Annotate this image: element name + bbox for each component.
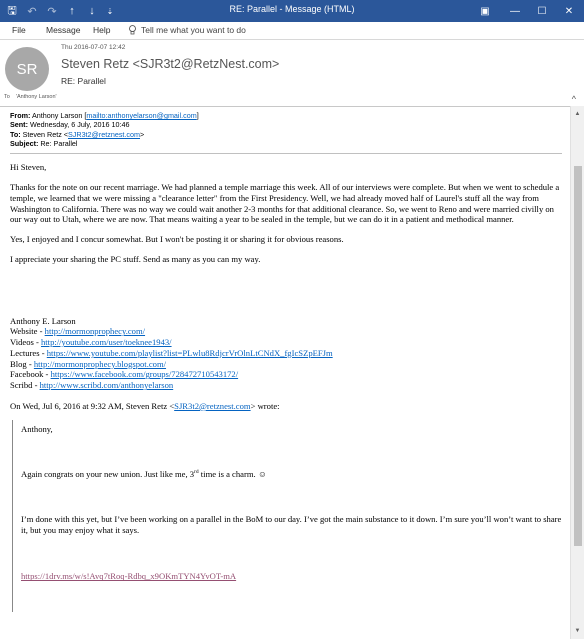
- fwd-to-label: To:: [10, 129, 21, 139]
- quote-parallel: I’m done with this yet, but I’ve been working on a parallel in the BoM to our day. I’ve got the main substance to it down. I’m sure you’ll won’t want to share it, but you may enjoy what it says.: [21, 513, 562, 535]
- tell-me-label: Tell me what you want to do: [141, 25, 246, 35]
- wrote-line: [10, 401, 562, 412]
- quote-congrats-text: Again congrats on your new union. Just like me, 3: [21, 469, 195, 480]
- signature-blog: [10, 359, 562, 370]
- sender-name[interactable]: Steven Retz <SJR3t2@RetzNest.com>: [61, 57, 280, 71]
- fwd-sent-label: Sent:: [10, 120, 28, 130]
- tab-file[interactable]: File: [12, 25, 26, 35]
- scroll-down-icon[interactable]: ▼: [574, 628, 581, 634]
- forwarded-header: [10, 111, 562, 154]
- fwd-from-label: From:: [10, 111, 31, 120]
- signature-videos: [10, 337, 562, 348]
- fwd-subject-line: [10, 139, 562, 148]
- message-body[interactable]: [0, 106, 584, 639]
- lectures-link[interactable]: https://www.youtube.com/playlist?list=PLwlu8RdjcrVrOlnLtCNdX_fgIcSZpEFJm: [46, 347, 333, 358]
- onedrive-link[interactable]: https://1drv.ms/w/s!Avq7tRoq-Rdbq_x9OKmTYN4YvOT-mA: [21, 571, 237, 582]
- down-arrow-icon[interactable]: ↓: [89, 5, 95, 17]
- fwd-to-line: [10, 130, 562, 139]
- message-subject: RE: Parallel: [61, 76, 106, 86]
- fwd-from-name: Anthony Larson [: [30, 111, 87, 120]
- signature-facebook: [10, 369, 562, 380]
- collapse-header-icon[interactable]: ^: [571, 94, 576, 104]
- blog-link[interactable]: http://mormonprophecy.blogspot.com/: [33, 358, 167, 369]
- save-icon[interactable]: 🖫: [7, 4, 17, 17]
- fwd-to-link[interactable]: SJR3t2@retznest.com: [67, 129, 140, 139]
- window-title: RE: Parallel - Message (HTML): [229, 4, 355, 14]
- fwd-from-link[interactable]: mailto:anthonyelarson@gmail.com: [86, 111, 197, 120]
- signature-scribd-label: Scribd -: [10, 379, 40, 390]
- fwd-to-name: Steven Retz <: [20, 129, 68, 139]
- quote-link-line: [21, 571, 562, 582]
- fwd-subject-value: Re: Parallel: [38, 139, 78, 149]
- avatar: SR: [5, 47, 49, 91]
- quote-congrats-sup: rd: [194, 469, 199, 476]
- customize-toolbar-icon[interactable]: ⇣: [106, 6, 114, 16]
- message-content: [10, 111, 562, 612]
- paragraph-concur: Yes, I enjoyed and I concur somewhat. But I won't be posting it or sharing it for obvious reasons.: [10, 234, 344, 245]
- quote-greeting: Anthony,: [21, 424, 53, 435]
- scrollbar-thumb[interactable]: [574, 166, 582, 546]
- fwd-subject-label: Subject:: [10, 139, 39, 149]
- tab-help[interactable]: Help: [93, 25, 111, 35]
- signature-name: Anthony E. Larson: [10, 315, 76, 326]
- vertical-scrollbar[interactable]: [570, 106, 584, 639]
- message-date: Thu 2016-07-07 12:42: [61, 44, 126, 51]
- signature-website-label: Website -: [10, 326, 45, 337]
- signature-videos-label: Videos -: [10, 337, 41, 348]
- signature-lectures: [10, 348, 562, 359]
- signature-scribd: [10, 380, 562, 391]
- website-link[interactable]: http://mormonprophecy.com/: [44, 326, 146, 337]
- signature-website: [10, 326, 562, 337]
- scribd-link[interactable]: http://www.scribd.com/anthonyelarson: [39, 379, 174, 390]
- up-arrow-icon[interactable]: ↑: [69, 5, 75, 17]
- fwd-from-line: [10, 111, 562, 120]
- fwd-sent-value: Wednesday, 6 July, 2016 10:46: [27, 120, 130, 130]
- signature-facebook-label: Facebook -: [10, 369, 51, 380]
- recipient-line: [4, 94, 57, 100]
- ribbon-display-options-icon[interactable]: ▣: [480, 5, 490, 17]
- videos-link[interactable]: http://youtube.com/user/toeknee1943/: [41, 337, 172, 348]
- tab-message[interactable]: Message: [46, 25, 81, 35]
- message-header: [0, 40, 584, 106]
- quoted-message: [12, 420, 562, 612]
- to-label: To: [4, 94, 10, 100]
- paragraph-pc-stuff: I appreciate your sharing the PC stuff. Send as many as you can my way.: [10, 253, 261, 264]
- recipient-name[interactable]: 'Anthony Larson': [15, 94, 57, 100]
- scroll-up-icon[interactable]: ▲: [574, 111, 581, 117]
- signature-blog-label: Blog -: [10, 358, 34, 369]
- wrote-email-link[interactable]: SJR3t2@retznest.com: [174, 400, 251, 411]
- title-bar: [0, 0, 584, 22]
- close-button[interactable]: ✕: [564, 5, 574, 17]
- ribbon-tabs: [0, 22, 584, 40]
- minimize-button[interactable]: —: [510, 5, 520, 17]
- maximize-button[interactable]: ☐: [537, 5, 547, 17]
- fwd-from-end: ]: [196, 111, 199, 120]
- greeting: Hi Steven,: [10, 162, 47, 173]
- signature-lectures-label: Lectures -: [10, 347, 47, 358]
- signature: [10, 316, 562, 391]
- tell-me-search[interactable]: [128, 25, 246, 35]
- fwd-sent-line: [10, 120, 562, 129]
- wrote-suffix: > wrote:: [250, 400, 280, 411]
- paragraph-marriage: Thanks for the note on our recent marriage. We had planned a temple marriage this week. All of our interviews were complete. But when we went to schedule a temple, we learned that we were missing a "clearance letter" from the First Presidency. Well, we had already moved half of Laurel's stuff all the way from Washington to California. There was no way we could wait another 2-3 months for that additional clearance. So, we went to Reno and were married civilly on our way out to Utah, where we are now. That means waiting a year to be sealed in the temple, but we can do it in a patient and methodical manner.: [10, 182, 560, 225]
- redo-icon[interactable]: ↷: [47, 5, 57, 18]
- quote-congrats: [21, 469, 562, 480]
- wrote-prefix: On Wed, Jul 6, 2016 at 9:32 AM, Steven Retz <: [10, 400, 175, 411]
- quote-congrats-end: time is a charm. ☺: [198, 469, 267, 480]
- fwd-to-end: >: [140, 129, 145, 139]
- lightbulb-icon: [128, 25, 137, 35]
- facebook-link[interactable]: https://www.facebook.com/groups/728472710543172/: [50, 369, 239, 380]
- undo-icon[interactable]: ↶: [27, 5, 37, 18]
